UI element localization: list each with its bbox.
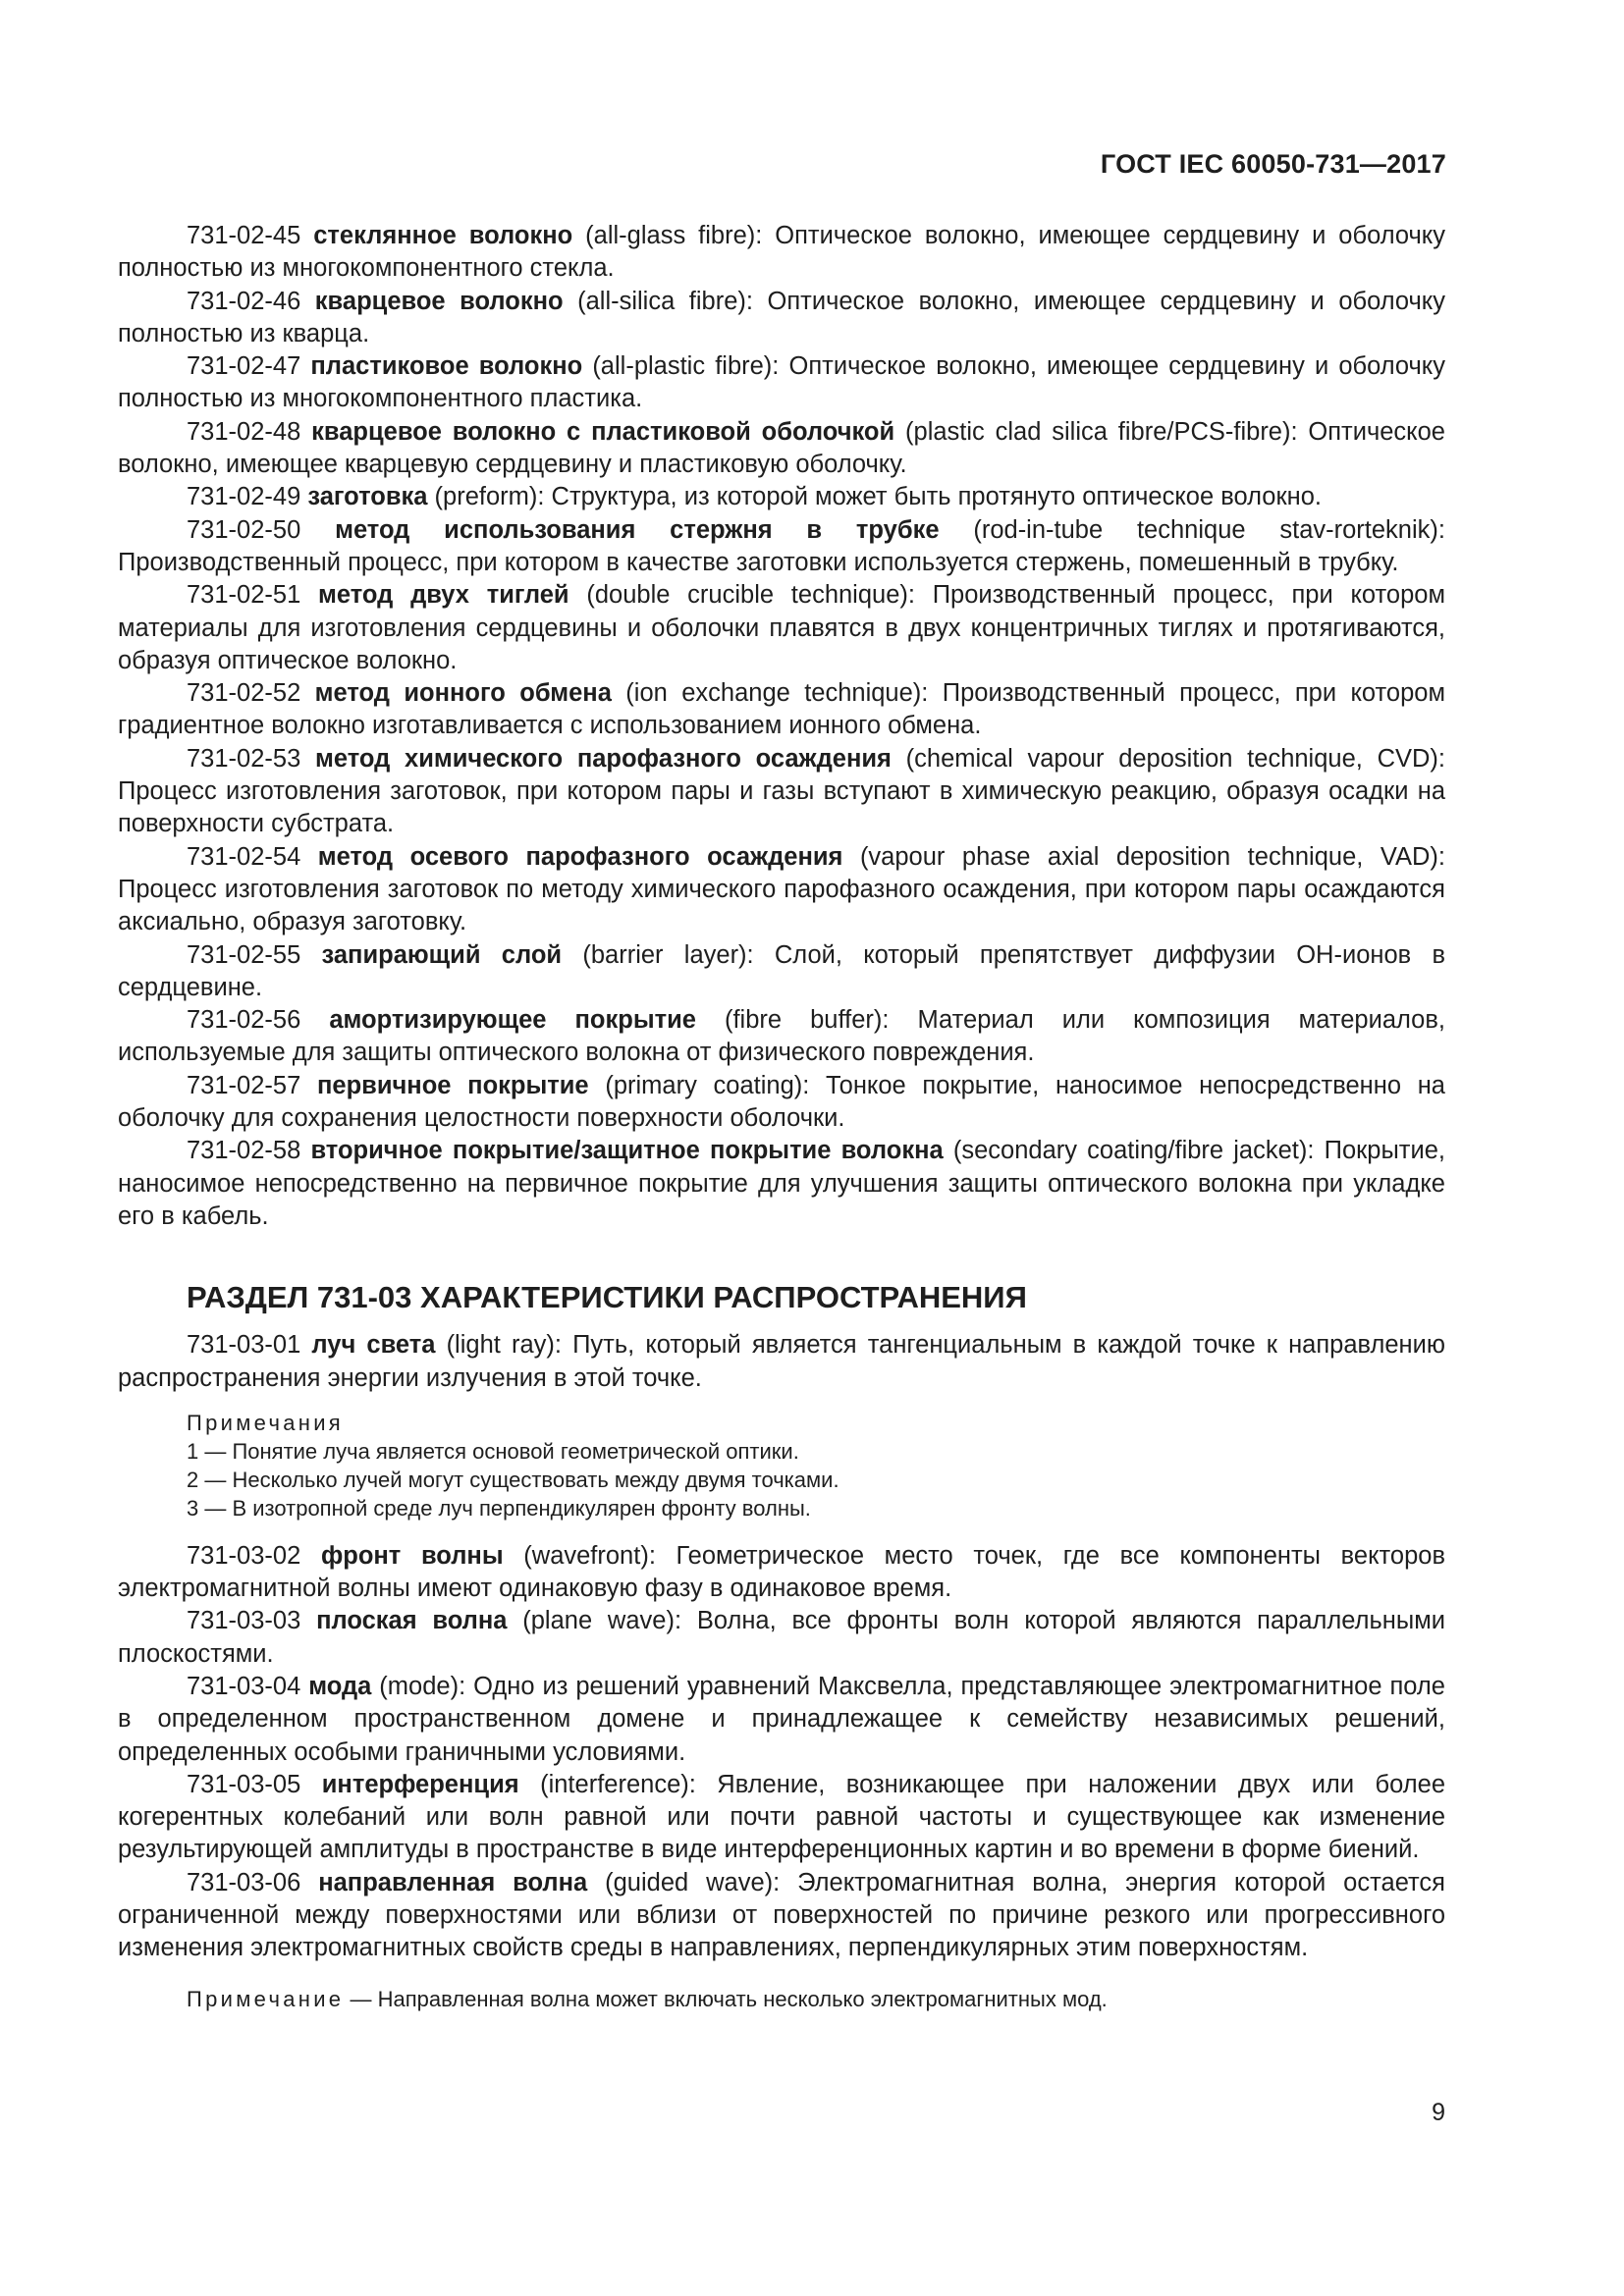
term-entry <box>118 416 1445 482</box>
note-item: 3 — В изотропной среде луч перпендикулярен фронту волны. <box>187 1495 811 1521</box>
term-code: 731-02-56 <box>187 1006 301 1035</box>
term-entry <box>118 1867 1445 1965</box>
term-name: метод осевого парофазного осаждения <box>317 842 843 871</box>
term-entry <box>118 841 1445 939</box>
term-name: амортизирующее покрытие <box>329 1006 696 1035</box>
term-entry <box>118 286 1445 351</box>
term-name: луч света <box>311 1331 436 1360</box>
term-code: 731-02-57 <box>187 1071 301 1099</box>
term-definition: (secondary coating/fibre jacket): Покрытие, наносимое непосредственно на первичное покрытие для улучшения защиты оптического волокна при укладке его в кабель. <box>118 1137 1445 1230</box>
term-code: 731-03-03 <box>187 1607 301 1635</box>
term-entry <box>118 350 1445 416</box>
term-code: 731-02-50 <box>187 515 301 544</box>
term-code: 731-02-51 <box>187 581 301 610</box>
note-item: 2 — Несколько лучей могут существовать между двумя точками. <box>187 1467 839 1492</box>
term-name: направленная волна <box>318 1868 588 1896</box>
term-name: запирающий слой <box>321 940 563 969</box>
term-name: плоская волна <box>316 1607 508 1635</box>
notes-title: Примечания <box>187 1410 345 1435</box>
term-name: метод химического парофазного осаждения <box>315 744 892 773</box>
term-definition: (light ray): Путь, который является тангенциальным в каждой точке к направлению распространения энергии излучения в этой точке. <box>118 1331 1445 1392</box>
note-item: 1 — Понятие луча является основой геометрической оптики. <box>187 1438 799 1464</box>
term-name: стеклянное волокно <box>313 222 573 249</box>
document-body <box>118 220 1445 2013</box>
term-code: 731-02-58 <box>187 1137 301 1165</box>
term-definition: (ion exchange technique): Производственный процесс, при котором градиентное волокно изготавливается с использованием ионного обмена. <box>118 679 1445 740</box>
term-name: метод использования стержня в трубке <box>335 515 940 544</box>
term-definition: (mode): Одно из решений уравнений Максвелла, представляющее электромагнитное поле в определенном пространственном домене и принадлежащее к семейству независимых решений, определенных особыми граничными условиями. <box>118 1672 1445 1766</box>
term-entry <box>118 939 1445 1005</box>
term-name: вторичное покрытие/защитное покрытие волокна <box>310 1137 944 1165</box>
term-entry <box>118 1004 1445 1070</box>
term-name: первичное покрытие <box>316 1071 589 1099</box>
term-name: интерференция <box>321 1770 519 1798</box>
term-definition: (plane wave): Волна, все фронты волн которой являются параллельными плоскостями. <box>118 1607 1445 1668</box>
term-definition: (barrier layer): Слой, который препятствует диффузии OH-ионов в сердцевине. <box>118 940 1445 1001</box>
term-definition: (preform): Структура, из которой может быть протянуто оптическое волокно. <box>427 483 1322 511</box>
term-name: метод двух тиглей <box>318 581 569 610</box>
term-entry <box>118 1070 1445 1136</box>
term-name: кварцевое волокно с пластиковой оболочкой <box>311 417 895 446</box>
term-definition: (all-glass fibre): Оптическое волокно, имеющее сердцевину и оболочку полностью из многокомпонентного стекла. <box>118 222 1445 283</box>
term-code: 731-02-48 <box>187 417 301 446</box>
term-name: заготовка <box>307 483 428 511</box>
entries-section-731-02 <box>118 220 1445 1233</box>
entries-section-731-03 <box>118 1540 1445 1965</box>
term-code: 731-02-54 <box>187 842 301 871</box>
term-code: 731-02-55 <box>187 940 301 969</box>
term-entry <box>118 220 1445 286</box>
term-name: метод ионного обмена <box>314 679 612 708</box>
final-note <box>187 1985 1445 2013</box>
term-entry <box>118 1605 1445 1671</box>
term-entry <box>118 579 1445 677</box>
term-code: 731-02-47 <box>187 352 301 381</box>
term-definition: (primary coating): Тонкое покрытие, наносимое непосредственно на оболочку для сохранения целостности поверхности оболочки. <box>118 1071 1445 1133</box>
term-entry <box>118 1540 1445 1606</box>
term-code: 731-02-53 <box>187 744 301 773</box>
term-name: мода <box>308 1672 372 1700</box>
term-definition: (wavefront): Геометрическое место точек, где все компоненты векторов электромагнитной волны имеют одинаковую фазу в одинаковое время. <box>118 1541 1446 1603</box>
term-definition: (chemical vapour deposition technique, CVD): Процесс изготовления заготовок, при котором пары и газы вступают в химическую реакцию, образуя осадки на поверхности субстрата. <box>118 744 1445 838</box>
term-code: 731-03-05 <box>187 1770 301 1798</box>
term-code: 731-03-01 <box>187 1331 301 1360</box>
term-code: 731-03-06 <box>187 1868 301 1896</box>
term-entry <box>118 481 1445 513</box>
final-note-label: Примечание <box>187 1986 345 2011</box>
term-entry <box>118 743 1445 841</box>
term-code: 731-02-52 <box>187 679 301 708</box>
notes-block <box>187 1409 1445 1522</box>
term-definition: (fibre buffer): Материал или композиция материалов, используемые для защиты оптического волокна от физического повреждения. <box>118 1006 1445 1067</box>
term-definition: (rod-in-tube technique stav-rorteknik): Производственный процесс, при котором в качестве заготовки используется стержень, помешенный в трубку. <box>118 515 1445 576</box>
term-definition: (vapour phase axial deposition technique, VAD): Процесс изготовления заготовок по методу химического парофазного осаждения, при котором пары осаждаются аксиально, образуя заготовку. <box>118 842 1445 936</box>
term-entry <box>118 1671 1445 1769</box>
page-number: 9 <box>1432 2099 1445 2126</box>
term-definition: (plastic clad silica fibre/PCS-fibre): Оптическое волокно, имеющее кварцевую сердцевину и пластиковую оболочку. <box>118 417 1445 479</box>
term-definition: (all-plastic fibre): Оптическое волокно, имеющее сердцевину и оболочку полностью из многокомпонентного пластика. <box>118 352 1445 413</box>
final-note-text: — Направленная волна может включать несколько электромагнитных мод. <box>344 1986 1108 2011</box>
term-entry <box>118 677 1445 743</box>
term-code: 731-02-45 <box>187 222 301 249</box>
term-definition: (guided wave): Электромагнитная волна, энергия которой остается ограниченной между поверхностями или вблизи от поверхностей по причине резкого или прогрессивного изменения электромагнитных свойств среды в направлениях, перпендикулярных этим поверхностям. <box>118 1868 1445 1962</box>
term-definition: (all-silica fibre): Оптическое волокно, имеющее сердцевину и оболочку полностью из кварца. <box>118 287 1445 347</box>
term-code: 731-03-04 <box>187 1672 301 1700</box>
term-name: пластиковое волокно <box>310 352 583 381</box>
term-definition: (interference): Явление, возникающее при наложении двух или более когерентных колебаний или волн равной или почти равной частоты и существующее как изменение результирующей амплитуды в пространстве в виде интерференционных картин и во времени в форме биений. <box>118 1770 1446 1864</box>
term-entry <box>118 1769 1445 1867</box>
term-code: 731-02-46 <box>187 287 301 315</box>
term-entry <box>118 514 1445 580</box>
term-code: 731-02-49 <box>187 483 301 511</box>
document-header: ГОСТ IEC 60050-731—2017 <box>1100 149 1446 179</box>
term-name: кварцевое волокно <box>314 287 564 315</box>
term-name: фронт волны <box>320 1541 504 1570</box>
section-heading: РАЗДЕЛ 731-03 ХАРАКТЕРИСТИКИ РАСПРОСТРАНЕНИЯ <box>187 1280 1027 1315</box>
term-entry <box>118 1135 1445 1233</box>
term-code: 731-03-02 <box>187 1541 301 1570</box>
term-entry <box>118 1329 1445 1395</box>
term-definition: (double crucible technique): Производственный процесс, при котором материалы для изготовления сердцевины и оболочки плавятся в двух концентричных тиглях и протягиваются, образуя оптическое волокно. <box>118 581 1446 674</box>
